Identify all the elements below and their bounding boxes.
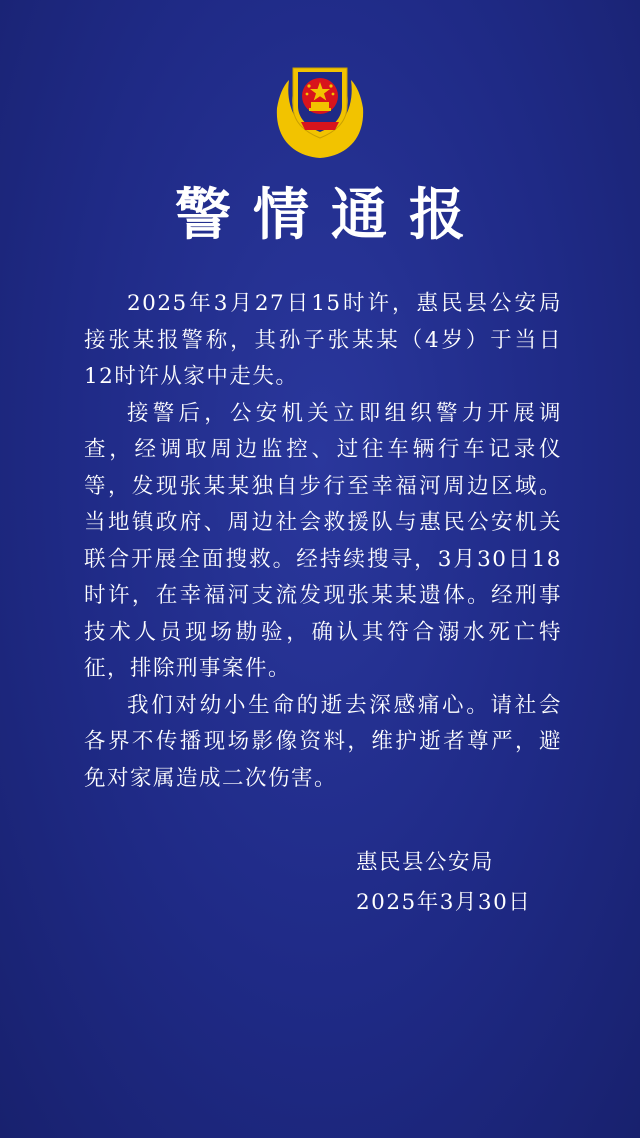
page-title: 警情通报 — [175, 183, 487, 248]
bulletin-body — [84, 286, 562, 797]
issue-date: 2025年3月30日 — [356, 890, 532, 915]
paragraph-investigation: 接警后，公安机关立即组织警力开展调查，经调取周边监控、过往车辆行车记录仪等，发现张某某独自步行至幸福河周边区域。当地镇政府、周边社会救援队与惠民公安机关联合开展全面搜救。经持续搜寻，3月30日18时许，在幸福河支流发现张某某遗体。经刑事技术人员现场勘验，确认其符合溺水死亡特征，排除刑事案件。 — [84, 400, 562, 681]
paragraph-appeal: 我们对幼小生命的逝去深感痛心。请社会各界不传播现场影像资料，维护逝者尊严，避免对家属造成二次伤害。 — [84, 692, 562, 791]
signature-block — [356, 843, 556, 923]
issuing-organization: 惠民县公安局 — [356, 850, 495, 875]
police-emblem-icon — [273, 56, 367, 160]
paragraph-report: 2025年3月27日15时许，惠民县公安局接张某报警称，其孙子张某某（4岁）于当日12时许从家中走失。 — [84, 291, 562, 389]
